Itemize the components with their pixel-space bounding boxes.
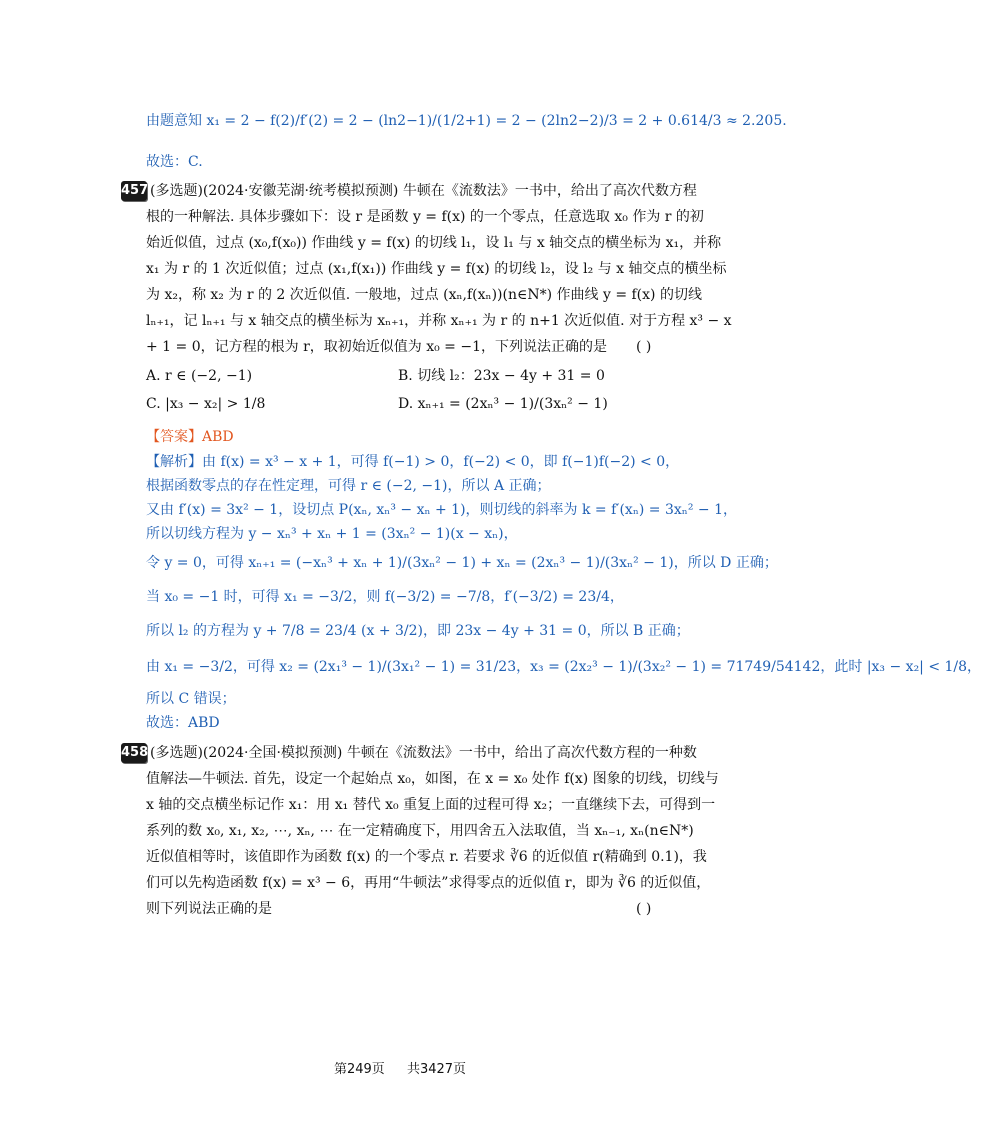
q458-line-3: x 轴的交点横坐标记作 x₁：用 x₁ 替代 x₀ 重复上面的过程可得 x₂；一直继续下去，可得到一 xyxy=(146,797,716,813)
q457-line-1: (多选题)(2024·安徽芜湖·统考模拟预测) 牛顿在《流数法》一书中，给出了高次代数方程 xyxy=(150,183,697,199)
q457-analysis-3: 又由 f′(x) = 3x² − 1，设切点 P(xₙ, xₙ³ − xₙ + 1)，则切线的斜率为 k = f′(xₙ) = 3xₙ² − 1， xyxy=(146,502,737,518)
page-number: 第249页 xyxy=(333,1062,385,1077)
total-pages: 共3427页 xyxy=(406,1062,467,1077)
q457-option-a: A. r ∈ (−2, −1) xyxy=(146,368,253,384)
q458-line-4: 系列的数 x₀, x₁, x₂, ⋯, xₙ, ⋯ 在一定精确度下，用四舍五入法取值，当 xₙ₋₁, xₙ(n∈N*) xyxy=(146,823,694,839)
q457-analysis-9: 所以 C 错误； xyxy=(146,691,236,707)
q458-line-7: 则下列说法正确的是 xyxy=(146,901,272,917)
q457-analysis-10: 故选：ABD xyxy=(146,715,220,731)
q457-line-5: 为 x₂，称 x₂ 为 r 的 2 次近似值. 一般地，过点 (xₙ,f(xₙ))(n∈N*) 作曲线 y = f(x) 的切线 xyxy=(146,287,702,303)
q457-option-c: C. |x₃ − x₂| > 1/8 xyxy=(146,396,266,412)
q458-line-1: (多选题)(2024·全国·模拟预测) 牛顿在《流数法》一书中，给出了高次代数方程的一种数 xyxy=(150,745,697,761)
q457-line-7: + 1 = 0，记方程的根为 r，取初始近似值为 x₀ = −1，下列说法正确的是 xyxy=(146,339,607,355)
question-number-badge: 457 xyxy=(121,181,147,201)
q457-line-4: x₁ 为 r 的 1 次近似值；过点 (x₁,f(x₁)) 作曲线 y = f(x) 的切线 l₂，设 l₂ 与 x 轴交点的横坐标 xyxy=(146,261,727,277)
question-number-badge: 458 xyxy=(121,743,147,763)
q458-line-6: 们可以先构造函数 f(x) = x³ − 6，再用“牛顿法”求得零点的近似值 r，即为 ∛6 的近似值， xyxy=(146,875,711,891)
q457-line-2: 根的一种解法. 具体步骤如下：设 r 是函数 y = f(x) 的一个零点，任意选取 x₀ 作为 r 的初 xyxy=(146,209,704,225)
q458-answer-paren: ( ) xyxy=(636,901,652,917)
q457-analysis-1: 【解析】由 f(x) = x³ − x + 1，可得 f(−1) > 0，f(−2) < 0，即 f(−1)f(−2) < 0， xyxy=(146,454,680,470)
q457-line-6: lₙ₊₁，记 lₙ₊₁ 与 x 轴交点的横坐标为 xₙ₊₁，并称 xₙ₊₁ 为 r 的 n+1 次近似值. 对于方程 x³ − x xyxy=(146,313,732,329)
page-footer xyxy=(0,1058,800,1077)
prev-solution-formula: 由题意知 x₁ = 2 − f(2)/f′(2) = 2 − (ln2−1)/(1/2+1) = 2 − (2ln2−2)/3 = 2 + 0.614/3 ≈ 2.205. xyxy=(146,113,787,129)
q457-line-3: 始近似值，过点 (x₀,f(x₀)) 作曲线 y = f(x) 的切线 l₁，设 l₁ 与 x 轴交点的横坐标为 x₁，并称 xyxy=(146,235,722,251)
q457-answer-label: 【答案】ABD xyxy=(146,429,234,445)
q457-analysis-6: 当 x₀ = −1 时，可得 x₁ = −3/2，则 f(−3/2) = −7/8，f′(−3/2) = 23/4， xyxy=(146,589,624,605)
q457-analysis-4: 所以切线方程为 y − xₙ³ + xₙ + 1 = (3xₙ² − 1)(x − xₙ)， xyxy=(146,526,518,542)
q457-option-b: B. 切线 l₂：23x − 4y + 31 = 0 xyxy=(398,368,605,384)
q457-analysis-7: 所以 l₂ 的方程为 y + 7/8 = 23/4 (x + 3/2)，即 23x − 4y + 31 = 0，所以 B 正确； xyxy=(146,623,690,639)
q457-option-d: D. xₙ₊₁ = (2xₙ³ − 1)/(3xₙ² − 1) xyxy=(398,396,608,412)
q457-answer-paren: ( ) xyxy=(636,339,652,355)
q457-analysis-8: 由 x₁ = −3/2，可得 x₂ = (2x₁³ − 1)/(3x₁² − 1) = 31/23，x₃ = (2x₂³ − 1)/(3x₂² − 1) = 71749/54142，此时 |x₃ − x₂| < 1/8， xyxy=(146,659,981,675)
q458-line-2: 值解法—牛顿法. 首先，设定一个起始点 x₀，如图，在 x = x₀ 处作 f(x) 图象的切线，切线与 xyxy=(146,771,719,787)
prev-solution-conclusion: 故选：C. xyxy=(146,154,203,170)
q457-analysis-5: 令 y = 0，可得 xₙ₊₁ = (−xₙ³ + xₙ + 1)/(3xₙ² − 1) + xₙ = (2xₙ³ − 1)/(3xₙ² − 1)，所以 D 正确； xyxy=(146,555,778,571)
q457-analysis-2: 根据函数零点的存在性定理，可得 r ∈ (−2, −1)，所以 A 正确； xyxy=(146,478,551,494)
q458-line-5: 近似值相等时，该值即作为函数 f(x) 的一个零点 r. 若要求 ∛6 的近似值 r(精确到 0.1)，我 xyxy=(146,849,707,865)
